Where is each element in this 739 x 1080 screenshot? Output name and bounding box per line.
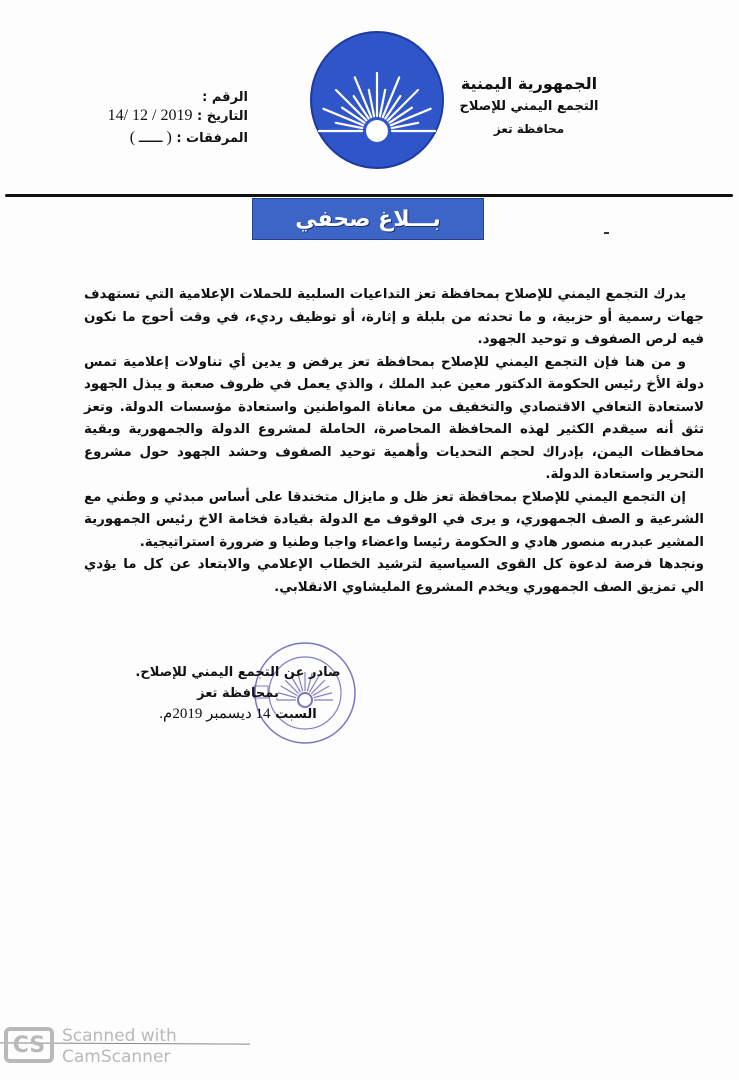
attachments-value: ( ـــــ ) xyxy=(129,129,172,146)
press-release-banner xyxy=(252,198,484,240)
attachments-row xyxy=(78,127,248,149)
date-value: 2019 / 12 /14 xyxy=(107,107,193,124)
date-row xyxy=(78,105,248,127)
date-label: التاريخ : xyxy=(197,109,248,124)
party-logo xyxy=(307,30,447,170)
watermark-line-2: CamScanner xyxy=(62,1047,171,1067)
letterhead-right xyxy=(439,74,619,136)
paragraph-3: إن التجمع اليمني للإصلاح بمحافظة تعز ظل و مايزال متخندقا على أساس مبدئي و وطني مع الشرعية و الصف الجمهوري، و يرى في الوقوف مع الدولة بقيادة فخامة الاخ رئيس الجمهورية المشير عبدربه منصور هادي و الحكومة رئيسا واعضاء واجبا وطنيا و ضرورة استراتيجية. xyxy=(84,489,704,550)
camscanner-logo-icon: CS xyxy=(4,1027,54,1063)
paragraph-2: و من هنا فإن التجمع اليمني للإصلاح بمحافظة تعز يرفض و يدين أي تناولات إعلامية تمس دولة الأخ رئيس الحكومة الدكتور معين عبد الملك ، والذي يعمل في ظروف صعبة و يبذل الجهود لاستعادة التعافي الاقتصادي والتخفيف من معاناة المواطنين واستعادة مؤسسات الدولة. وتعز تثق أنه سيقدم الكثير لهذه المحافظة المحاصرة، الحاملة لمشروع الدولة والجمهورية وبقية محافظات اليمن، بإدراك لحجم التحديات وأهمية توحيد الصفوف وحشد الجهود حول مشروع التحرير واستعادة الدولة. xyxy=(84,354,704,482)
country-name: الجمهورية اليمنية xyxy=(460,74,598,93)
signature-line-branch: بمحافظة تعز xyxy=(197,686,279,701)
watermark-line-1: Scanned with xyxy=(62,1026,177,1046)
signature-line-issuer: صادر عن التجمع اليمني للإصلاح. xyxy=(135,665,341,680)
letterhead-left xyxy=(78,86,248,149)
signature-day: السبت xyxy=(275,707,317,722)
attachments-label: المرفقات : xyxy=(176,131,248,146)
camscanner-watermark xyxy=(62,1026,177,1068)
stray-mark xyxy=(604,232,609,234)
banner-title: بـــلاغ صحفي xyxy=(295,206,441,232)
signature-date: 14 ديسمبر 2019م. xyxy=(159,706,271,722)
organization-name: التجمع اليمني للإصلاح xyxy=(459,99,599,114)
reference-number-label: الرقم : xyxy=(202,90,248,105)
header-divider xyxy=(5,194,733,197)
signature-block xyxy=(118,662,358,725)
paragraph-1: يدرك التجمع اليمني للإصلاح بمحافظة تعز التداعيات السلبية للحملات الإعلامية التي تستهدف جهات رسمية أو حزبية، و ما تحدثه من بلبلة و إثارة، أو توظيف رديء، في وقت أحوج ما نكون فيه لرص الصفوف و توحيد الجهود. xyxy=(84,287,704,347)
branch-name: محافظة تعز xyxy=(493,122,565,136)
paragraph-4: ونجدها فرصة لدعوة كل القوى السياسية لترشيد الخطاب الإعلامي والابتعاد عن كل ما يؤدي الي تمزيق الصف الجمهوري ويخدم المشروع المليشاوي الانقلابي. xyxy=(84,557,704,595)
statement-body xyxy=(84,284,704,599)
signature-line-date xyxy=(118,704,358,725)
